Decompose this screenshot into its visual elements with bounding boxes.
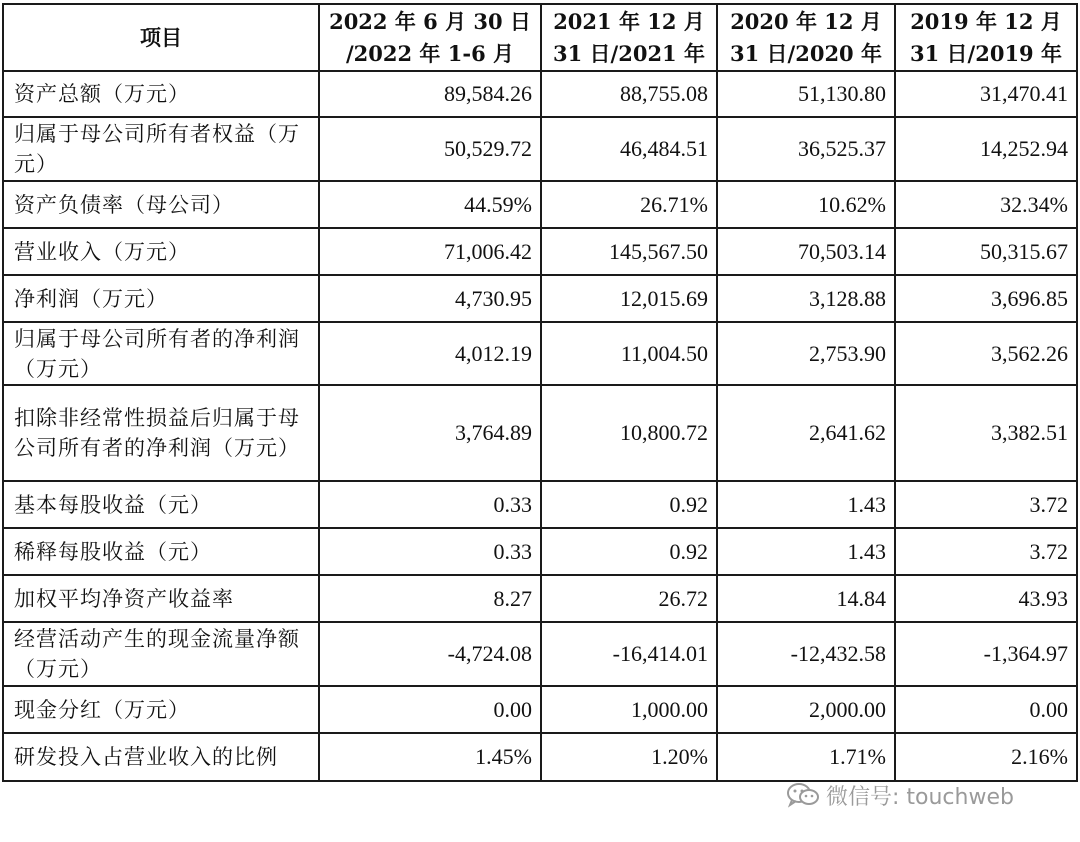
row-label: 加权平均净资产收益率 <box>3 575 319 622</box>
cell-2019: 14,252.94 <box>895 117 1077 181</box>
cell-2022h1: 71,006.42 <box>319 228 541 275</box>
cell-2021: 1,000.00 <box>541 686 717 733</box>
cell-2022h1: -4,724.08 <box>319 622 541 686</box>
header-2021-line1: 2021 年 12 月 <box>553 8 705 34</box>
cell-2019: 3.72 <box>895 481 1077 528</box>
watermark-text: 微信号: touchweb <box>826 784 1014 810</box>
row-label: 归属于母公司所有者权益（万元） <box>3 117 319 181</box>
header-2020-line1: 2020 年 12 月 <box>730 8 882 34</box>
cell-2021: -16,414.01 <box>541 622 717 686</box>
row-label: 净利润（万元） <box>3 275 319 322</box>
cell-2019: 43.93 <box>895 575 1077 622</box>
cell-2021: 46,484.51 <box>541 117 717 181</box>
row-label: 归属于母公司所有者的净利润（万元） <box>3 322 319 385</box>
row-label: 资产总额（万元） <box>3 71 319 117</box>
cell-2019: 3,562.26 <box>895 322 1077 385</box>
cell-2021: 12,015.69 <box>541 275 717 322</box>
row-label: 基本每股收益（元） <box>3 481 319 528</box>
cell-2022h1: 0.33 <box>319 528 541 575</box>
cell-2020: 36,525.37 <box>717 117 895 181</box>
table-row <box>3 622 1077 686</box>
table-row <box>3 733 1077 781</box>
table-row <box>3 181 1077 228</box>
header-2022h1-line2: /2022 年 1-6 月 <box>346 40 514 66</box>
row-label: 扣除非经常性损益后归属于母公司所有者的净利润（万元） <box>3 385 319 481</box>
header-2019-line2: 31 日/2019 年 <box>910 40 1062 66</box>
cell-2020: -12,432.58 <box>717 622 895 686</box>
table-row <box>3 117 1077 181</box>
table-row <box>3 385 1077 481</box>
cell-2022h1: 4,730.95 <box>319 275 541 322</box>
header-2019-line1: 2019 年 12 月 <box>910 8 1062 34</box>
table-header-row <box>3 4 1077 71</box>
cell-2019: 0.00 <box>895 686 1077 733</box>
header-2021-line2: 31 日/2021 年 <box>553 40 705 66</box>
cell-2022h1: 3,764.89 <box>319 385 541 481</box>
cell-2019: 2.16% <box>895 733 1077 781</box>
table-row <box>3 686 1077 733</box>
cell-2019: 31,470.41 <box>895 71 1077 117</box>
table-row <box>3 575 1077 622</box>
header-2022h1 <box>319 4 541 71</box>
cell-2020: 2,753.90 <box>717 322 895 385</box>
cell-2022h1: 89,584.26 <box>319 71 541 117</box>
cell-2022h1: 4,012.19 <box>319 322 541 385</box>
header-2020 <box>717 4 895 71</box>
cell-2022h1: 0.00 <box>319 686 541 733</box>
cell-2019: 3,696.85 <box>895 275 1077 322</box>
row-label: 经营活动产生的现金流量净额（万元） <box>3 622 319 686</box>
row-label: 现金分红（万元） <box>3 686 319 733</box>
cell-2019: 3.72 <box>895 528 1077 575</box>
table-row <box>3 228 1077 275</box>
cell-2020: 51,130.80 <box>717 71 895 117</box>
cell-2021: 145,567.50 <box>541 228 717 275</box>
cell-2020: 70,503.14 <box>717 228 895 275</box>
wechat-watermark <box>786 780 1014 810</box>
cell-2022h1: 50,529.72 <box>319 117 541 181</box>
table-row <box>3 71 1077 117</box>
table-row <box>3 275 1077 322</box>
cell-2021: 26.72 <box>541 575 717 622</box>
cell-2021: 0.92 <box>541 528 717 575</box>
cell-2019: 32.34% <box>895 181 1077 228</box>
cell-2020: 1.71% <box>717 733 895 781</box>
cell-2021: 26.71% <box>541 181 717 228</box>
cell-2019: -1,364.97 <box>895 622 1077 686</box>
row-label: 研发投入占营业收入的比例 <box>3 733 319 781</box>
header-item-line: 项目 <box>140 24 182 50</box>
header-2020-line2: 31 日/2020 年 <box>730 40 882 66</box>
cell-2022h1: 44.59% <box>319 181 541 228</box>
cell-2019: 50,315.67 <box>895 228 1077 275</box>
cell-2021: 10,800.72 <box>541 385 717 481</box>
cell-2021: 88,755.08 <box>541 71 717 117</box>
cell-2021: 11,004.50 <box>541 322 717 385</box>
cell-2019: 3,382.51 <box>895 385 1077 481</box>
cell-2021: 0.92 <box>541 481 717 528</box>
cell-2020: 1.43 <box>717 481 895 528</box>
cell-2020: 14.84 <box>717 575 895 622</box>
table-row <box>3 528 1077 575</box>
financial-table <box>2 3 1078 782</box>
row-label: 营业收入（万元） <box>3 228 319 275</box>
cell-2022h1: 1.45% <box>319 733 541 781</box>
header-2022h1-line1: 2022 年 6 月 30 日 <box>329 8 531 34</box>
cell-2020: 2,641.62 <box>717 385 895 481</box>
row-label: 资产负债率（母公司） <box>3 181 319 228</box>
header-item <box>3 4 319 71</box>
header-2019 <box>895 4 1077 71</box>
wechat-icon <box>786 782 820 808</box>
cell-2020: 3,128.88 <box>717 275 895 322</box>
cell-2021: 1.20% <box>541 733 717 781</box>
table-row <box>3 322 1077 385</box>
table-row <box>3 481 1077 528</box>
row-label: 稀释每股收益（元） <box>3 528 319 575</box>
cell-2022h1: 8.27 <box>319 575 541 622</box>
header-2021 <box>541 4 717 71</box>
cell-2020: 10.62% <box>717 181 895 228</box>
cell-2020: 1.43 <box>717 528 895 575</box>
cell-2020: 2,000.00 <box>717 686 895 733</box>
cell-2022h1: 0.33 <box>319 481 541 528</box>
